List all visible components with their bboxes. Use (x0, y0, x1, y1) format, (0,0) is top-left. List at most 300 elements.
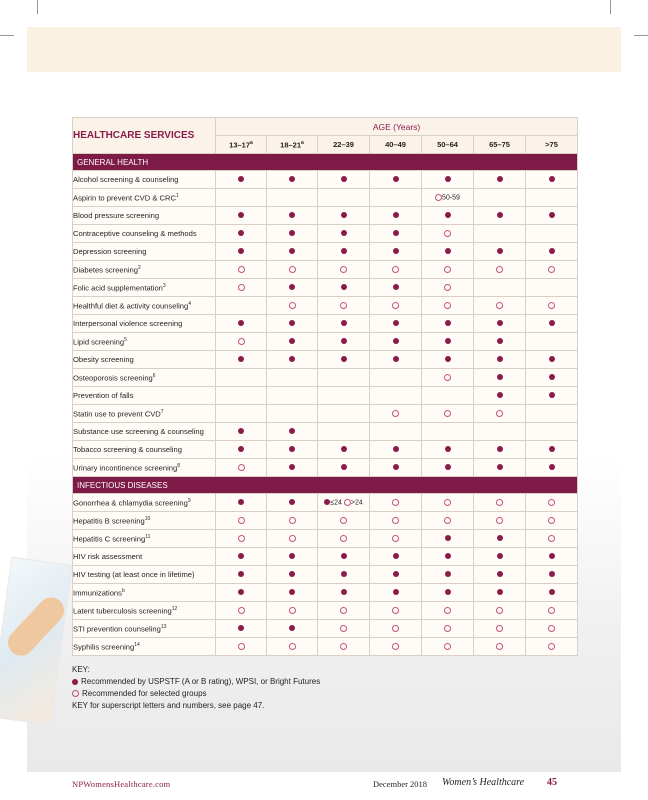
recommendation-cell (370, 638, 422, 656)
open-dot-icon (444, 499, 451, 506)
filled-dot-icon (497, 589, 503, 595)
filled-dot-icon (549, 392, 555, 398)
filled-dot-icon (549, 320, 555, 326)
recommendation-cell (474, 333, 526, 351)
filled-dot-icon (289, 338, 295, 344)
recommendation-cell (267, 602, 318, 620)
recommendation-cell (216, 566, 267, 584)
recommendation-cell (526, 297, 578, 315)
filled-dot-icon (393, 553, 399, 559)
open-dot-icon (289, 535, 296, 542)
table-row (73, 423, 578, 441)
table-row (73, 225, 578, 243)
filled-dot-icon (289, 176, 295, 182)
filled-dot-icon (238, 248, 244, 254)
open-dot-icon (238, 266, 245, 273)
table-row (73, 548, 578, 566)
recommendation-cell (526, 351, 578, 369)
age-column-header (526, 136, 578, 154)
table-row (73, 602, 578, 620)
recommendation-cell (422, 189, 474, 207)
open-dot-icon (548, 643, 555, 650)
recommendation-cell (370, 530, 422, 548)
open-dot-icon (548, 499, 555, 506)
key-title: KEY: (72, 665, 90, 674)
recommendation-cell (216, 351, 267, 369)
recommendation-cell (474, 566, 526, 584)
recommendation-cell (267, 243, 318, 261)
service-label (73, 369, 216, 387)
recommendation-cell (216, 189, 267, 207)
filled-dot-icon (238, 589, 244, 595)
footnote-marker: a (301, 139, 304, 146)
service-name: Obesity screening (73, 355, 134, 364)
service-name: HIV testing (at least once in lifetime) (73, 570, 195, 579)
recommendation-cell (474, 584, 526, 602)
recommendation-cell (474, 405, 526, 423)
age-column-label: 50–64 (437, 140, 458, 149)
recommendation-cell (526, 207, 578, 225)
open-dot-icon (289, 517, 296, 524)
filled-dot-icon (72, 679, 78, 685)
recommendation-cell (216, 638, 267, 656)
table-row (73, 566, 578, 584)
open-dot-icon (548, 302, 555, 309)
recommendation-cell (370, 620, 422, 638)
recommendation-cell (474, 171, 526, 189)
filled-dot-icon (393, 589, 399, 595)
open-dot-icon (392, 410, 399, 417)
recommendation-cell (318, 297, 370, 315)
recommendation-cell (370, 279, 422, 297)
open-dot-icon (548, 266, 555, 273)
recommendation-cell (422, 566, 474, 584)
filled-dot-icon (497, 356, 503, 362)
service-label (73, 548, 216, 566)
recommendation-cell (318, 315, 370, 333)
recommendation-cell (526, 243, 578, 261)
recommendation-cell (422, 297, 474, 315)
recommendation-cell (370, 333, 422, 351)
filled-dot-icon (341, 284, 347, 290)
service-name: Hepatitis C screening (73, 534, 146, 544)
open-dot-icon (340, 625, 347, 632)
filled-dot-icon (341, 356, 347, 362)
recommendation-cell (422, 584, 474, 602)
recommendation-cell (216, 261, 267, 279)
age-column-header (318, 136, 370, 154)
filled-dot-icon (497, 392, 503, 398)
filled-dot-icon (497, 176, 503, 182)
recommendation-cell (216, 243, 267, 261)
recommendation-cell (216, 279, 267, 297)
service-name: Aspirin to prevent CVD & CRC (73, 193, 176, 203)
filled-dot-icon (497, 553, 503, 559)
filled-dot-icon (238, 212, 244, 218)
section-title: GENERAL HEALTH (73, 154, 578, 171)
filled-dot-icon (238, 625, 244, 631)
service-label (73, 620, 216, 638)
service-label (73, 530, 216, 548)
cell-note: ≤24 (330, 499, 342, 507)
service-name: Urinary incontinence screening (73, 463, 178, 473)
recommendation-cell (526, 494, 578, 512)
recommendation-cell (526, 225, 578, 243)
recommendation-cell (318, 387, 370, 405)
filled-dot-icon (497, 212, 503, 218)
recommendation-cell (216, 602, 267, 620)
recommendation-cell (370, 297, 422, 315)
recommendation-cell (474, 351, 526, 369)
key-filled-label: Recommended by USPSTF (A or B rating), WPSI, or Bright Futures (81, 677, 321, 686)
filled-dot-icon (289, 589, 295, 595)
recommendation-cell (318, 441, 370, 459)
open-dot-icon (444, 230, 451, 237)
recommendation-cell (474, 602, 526, 620)
footer-url[interactable]: NPWomensHealthcare.com (72, 779, 171, 789)
service-name: Healthful diet & activity counseling (73, 301, 189, 311)
open-dot-icon (238, 607, 245, 614)
service-label (73, 387, 216, 405)
filled-dot-icon (549, 589, 555, 595)
recommendation-cell (370, 512, 422, 530)
recommendation-cell (370, 369, 422, 387)
filled-dot-icon (341, 212, 347, 218)
service-label (73, 405, 216, 423)
recommendation-cell (318, 530, 370, 548)
open-dot-icon (548, 535, 555, 542)
service-name: Statin use to prevent CVD (73, 409, 161, 419)
recommendation-cell (370, 459, 422, 477)
age-column-header (267, 136, 318, 154)
recommendation-cell (526, 423, 578, 441)
open-dot-icon (238, 535, 245, 542)
filled-dot-icon (393, 464, 399, 470)
recommendation-cell (318, 189, 370, 207)
table-row (73, 351, 578, 369)
top-color-band (27, 27, 621, 72)
filled-dot-icon (289, 248, 295, 254)
recommendation-cell (526, 171, 578, 189)
service-label (73, 279, 216, 297)
table-row (73, 297, 578, 315)
recommendation-cell (318, 512, 370, 530)
filled-dot-icon (393, 284, 399, 290)
filled-dot-icon (393, 212, 399, 218)
recommendation-cell (422, 620, 474, 638)
recommendation-cell (267, 315, 318, 333)
recommendation-cell (526, 315, 578, 333)
recommendation-cell (474, 638, 526, 656)
filled-dot-icon (445, 176, 451, 182)
recommendation-cell (474, 387, 526, 405)
recommendation-cell (267, 171, 318, 189)
recommendation-cell (370, 207, 422, 225)
open-dot-icon (444, 302, 451, 309)
open-dot-icon (238, 338, 245, 345)
recommendation-cell (267, 494, 318, 512)
table-row (73, 333, 578, 351)
recommendation-cell (474, 441, 526, 459)
recommendation-cell (370, 548, 422, 566)
service-label (73, 566, 216, 584)
recommendation-cell (216, 225, 267, 243)
open-dot-icon (289, 266, 296, 273)
table-row (73, 387, 578, 405)
table-row (73, 279, 578, 297)
recommendation-cell (267, 333, 318, 351)
recommendation-cell (422, 512, 474, 530)
recommendation-cell (526, 530, 578, 548)
recommendation-cell (216, 387, 267, 405)
filled-dot-icon (445, 464, 451, 470)
filled-dot-icon (445, 320, 451, 326)
recommendation-cell (216, 512, 267, 530)
service-name: Folic acid supplementation (73, 283, 163, 293)
filled-dot-icon (497, 571, 503, 577)
open-dot-icon (340, 643, 347, 650)
open-dot-icon (496, 302, 503, 309)
table-row (73, 459, 578, 477)
service-label (73, 207, 216, 225)
filled-dot-icon (393, 571, 399, 577)
filled-dot-icon (341, 230, 347, 236)
recommendation-cell (422, 423, 474, 441)
recommendation-cell (422, 279, 474, 297)
open-dot-icon (344, 499, 351, 506)
service-label (73, 512, 216, 530)
footnote-marker: 14 (134, 641, 140, 648)
recommendation-cell (267, 207, 318, 225)
footnote-marker: 8 (177, 462, 181, 469)
open-dot-icon (496, 607, 503, 614)
recommendation-cell (318, 548, 370, 566)
table-row (73, 638, 578, 656)
filled-dot-icon (238, 571, 244, 577)
filled-dot-icon (289, 320, 295, 326)
service-label (73, 494, 216, 512)
service-name: Immunizations (73, 588, 122, 598)
footnote-marker: b (121, 587, 125, 594)
recommendation-cell (422, 315, 474, 333)
recommendation-cell (422, 494, 474, 512)
recommendation-cell (474, 315, 526, 333)
age-column-header (216, 136, 267, 154)
open-dot-icon (496, 266, 503, 273)
recommendation-cell (216, 441, 267, 459)
open-dot-icon (444, 607, 451, 614)
footnote-marker: 10 (144, 515, 151, 522)
open-dot-icon (444, 643, 451, 650)
recommendation-cell (474, 494, 526, 512)
recommendation-cell (370, 602, 422, 620)
recommendation-cell (526, 620, 578, 638)
open-dot-icon (392, 266, 399, 273)
footnote-marker: 13 (160, 623, 167, 630)
recommendation-cell (267, 566, 318, 584)
filled-dot-icon (393, 230, 399, 236)
key-open-row (72, 688, 320, 700)
recommendation-cell (318, 333, 370, 351)
recommendation-cell (216, 315, 267, 333)
recommendation-cell (267, 459, 318, 477)
table-row (73, 530, 578, 548)
table-row (73, 171, 578, 189)
filled-dot-icon (445, 356, 451, 362)
open-dot-icon (392, 625, 399, 632)
page-number: 45 (547, 777, 557, 788)
recommendation-cell (267, 405, 318, 423)
service-label (73, 584, 216, 602)
recommendation-cell (267, 638, 318, 656)
recommendation-cell (474, 279, 526, 297)
filled-dot-icon (238, 230, 244, 236)
open-dot-icon (435, 194, 442, 201)
open-dot-icon (444, 517, 451, 524)
recommendation-cell (474, 297, 526, 315)
open-dot-icon (392, 517, 399, 524)
recommendation-cell (422, 602, 474, 620)
open-dot-icon (548, 517, 555, 524)
service-name: Tobacco screening & counseling (73, 445, 182, 454)
recommendation-cell (267, 620, 318, 638)
recommendation-cell (318, 279, 370, 297)
recommendation-cell (474, 423, 526, 441)
open-dot-icon (444, 625, 451, 632)
service-name: HIV risk assessment (73, 552, 143, 561)
recommendation-cell (370, 261, 422, 279)
recommendation-cell (318, 584, 370, 602)
recommendation-cell (267, 530, 318, 548)
service-name: Hepatitis B screening (73, 516, 145, 526)
filled-dot-icon (549, 553, 555, 559)
recommendation-cell (370, 584, 422, 602)
recommendation-cell (526, 548, 578, 566)
filled-dot-icon (393, 446, 399, 452)
open-dot-icon (496, 410, 503, 417)
recommendation-cell (474, 243, 526, 261)
open-dot-icon (392, 535, 399, 542)
footnote-marker: 6 (152, 372, 156, 379)
recommendation-cell (370, 405, 422, 423)
open-dot-icon (444, 266, 451, 273)
table-row (73, 441, 578, 459)
open-dot-icon (340, 266, 347, 273)
recommendation-cell (526, 333, 578, 351)
recommendation-cell (318, 261, 370, 279)
recommendation-cell (318, 225, 370, 243)
filled-dot-icon (289, 571, 295, 577)
footnote-marker: 1 (175, 192, 179, 199)
recommendation-cell (216, 297, 267, 315)
recommendation-cell (318, 171, 370, 189)
filled-dot-icon (549, 374, 555, 380)
open-dot-icon (238, 464, 245, 471)
age-column-label: 18–21 (280, 140, 302, 150)
filled-dot-icon (393, 248, 399, 254)
footnote-marker: 11 (145, 533, 151, 540)
age-column-label: 22–39 (333, 140, 354, 149)
table-row (73, 189, 578, 207)
open-dot-icon (496, 499, 503, 506)
cell-note: >24 (350, 499, 363, 507)
recommendation-cell (370, 315, 422, 333)
recommendation-cell (318, 638, 370, 656)
recommendation-cell (474, 620, 526, 638)
service-label (73, 333, 216, 351)
filled-dot-icon (289, 356, 295, 362)
recommendation-cell (267, 351, 318, 369)
recommendation-cell (474, 189, 526, 207)
service-label (73, 351, 216, 369)
open-dot-icon (444, 410, 451, 417)
service-name: Blood pressure screening (73, 211, 160, 220)
recommendation-cell (216, 530, 267, 548)
recommendation-cell (318, 494, 370, 512)
service-label (73, 297, 216, 315)
recommendation-cell (216, 333, 267, 351)
key-filled-row (72, 676, 320, 688)
filled-dot-icon (497, 446, 503, 452)
recommendation-cell (422, 333, 474, 351)
filled-dot-icon (289, 446, 295, 452)
service-name: Depression screening (73, 247, 147, 256)
recommendation-cell (370, 351, 422, 369)
recommendation-cell (318, 351, 370, 369)
filled-dot-icon (549, 356, 555, 362)
filled-dot-icon (549, 571, 555, 577)
recommendation-cell (267, 548, 318, 566)
recommendation-cell (526, 441, 578, 459)
filled-dot-icon (341, 464, 347, 470)
footnote-marker: 12 (171, 605, 178, 612)
recommendation-cell (216, 620, 267, 638)
service-label (73, 189, 216, 207)
recommendation-cell (422, 459, 474, 477)
filled-dot-icon (393, 338, 399, 344)
recommendation-cell (370, 387, 422, 405)
filled-dot-icon (445, 212, 451, 218)
footnote-marker: 4 (188, 300, 192, 307)
key-open-label: Recommended for selected groups (82, 689, 207, 698)
cell-note: 50-59 (442, 194, 460, 202)
key-note: KEY for superscript letters and numbers, see page 47. (72, 701, 265, 710)
recommendation-cell (318, 243, 370, 261)
filled-dot-icon (341, 446, 347, 452)
filled-dot-icon (445, 338, 451, 344)
filled-dot-icon (445, 446, 451, 452)
recommendation-cell (474, 207, 526, 225)
recommendation-cell (422, 387, 474, 405)
footnote-marker: 9 (187, 497, 191, 504)
recommendation-cell (526, 405, 578, 423)
filled-dot-icon (549, 464, 555, 470)
section-title: INFECTIOUS DISEASES (73, 477, 578, 494)
filled-dot-icon (549, 446, 555, 452)
recommendation-cell (370, 566, 422, 584)
recommendation-cell (474, 512, 526, 530)
open-dot-icon (289, 607, 296, 614)
recommendation-cell (318, 369, 370, 387)
recommendation-cell (216, 405, 267, 423)
open-dot-icon (496, 625, 503, 632)
open-dot-icon (444, 374, 451, 381)
filled-dot-icon (238, 176, 244, 182)
service-label (73, 441, 216, 459)
recommendation-cell (474, 261, 526, 279)
open-dot-icon (548, 625, 555, 632)
recommendation-cell (267, 369, 318, 387)
